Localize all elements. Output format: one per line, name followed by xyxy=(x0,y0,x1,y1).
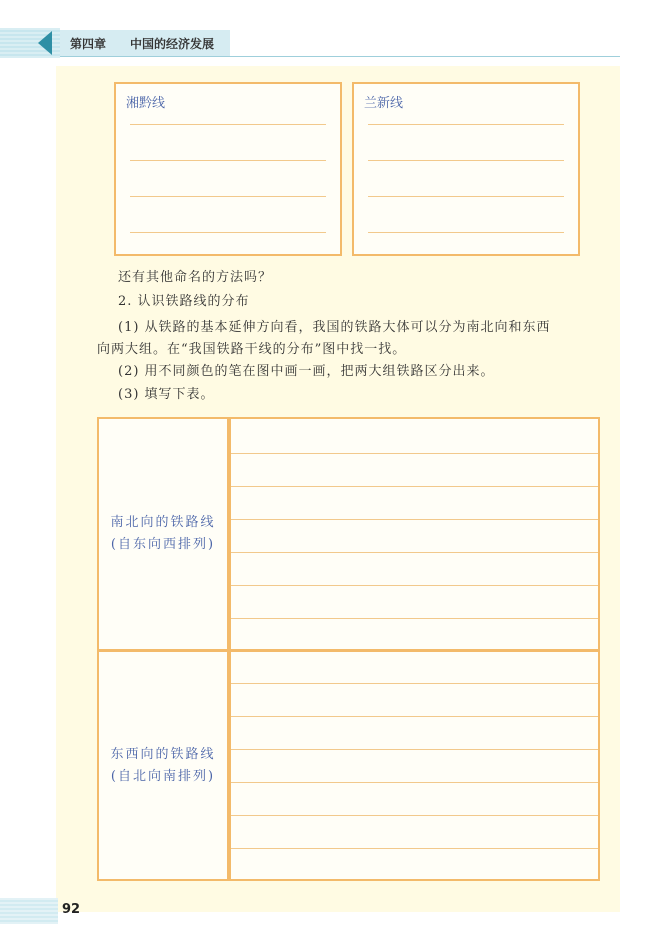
writing-line xyxy=(231,683,598,684)
chapter-number: 第四章 xyxy=(70,37,107,51)
writing-line xyxy=(231,782,598,783)
writing-line xyxy=(231,486,598,487)
writing-line xyxy=(231,749,598,750)
writing-line xyxy=(231,618,598,619)
row-label-line: 东西向的铁路线 xyxy=(110,746,216,762)
row-label-north-south xyxy=(99,419,227,649)
writing-line xyxy=(368,160,564,161)
row-label-east-west xyxy=(99,652,227,879)
writing-line xyxy=(231,519,598,520)
writing-line xyxy=(130,196,326,197)
chapter-header xyxy=(0,28,650,58)
instruction-1: (1) 从铁路的基本延伸方向看，我国的铁路大体可以分为南北向和东西 xyxy=(118,320,551,335)
row-label-line: 南北向的铁路线 xyxy=(110,515,216,530)
section-heading: 2. 认识铁路线的分布 xyxy=(118,294,250,309)
question-text: 还有其他命名的方法吗？ xyxy=(118,270,273,285)
header-label-bg xyxy=(60,30,230,56)
writing-line xyxy=(231,552,598,553)
chevron-left-icon xyxy=(38,31,52,55)
writing-line xyxy=(130,160,326,161)
instruction-1-cont: 向两大组。在“我国铁路干线的分布”图中找一找。 xyxy=(97,342,407,357)
writing-line xyxy=(130,124,326,125)
writing-line xyxy=(231,716,598,717)
writing-line xyxy=(130,232,326,233)
row-label-note: (自东向西排列) xyxy=(110,537,216,552)
writing-line xyxy=(231,848,598,849)
writing-line xyxy=(368,124,564,125)
fill-box-title: 湘黔线 xyxy=(126,96,166,111)
writing-line xyxy=(368,232,564,233)
fill-box-title: 兰新线 xyxy=(364,96,404,111)
writing-line xyxy=(231,815,598,816)
row-label-note: (自北向南排列) xyxy=(110,768,216,784)
fill-box-xiangqian xyxy=(114,82,342,256)
writing-line xyxy=(231,585,598,586)
chapter-title: 中国的经济发展 xyxy=(130,37,215,51)
fill-box-lanxin xyxy=(352,82,580,256)
railway-table xyxy=(97,417,600,881)
instruction-3: (3) 填写下表。 xyxy=(118,387,215,402)
header-rule xyxy=(60,56,620,57)
writing-line xyxy=(231,453,598,454)
page-number: 92 xyxy=(62,902,81,917)
instruction-2: (2) 用不同颜色的笔在图中画一画，把两大组铁路区分出来。 xyxy=(118,364,495,379)
footer-stripes xyxy=(0,898,58,924)
writing-line xyxy=(368,196,564,197)
